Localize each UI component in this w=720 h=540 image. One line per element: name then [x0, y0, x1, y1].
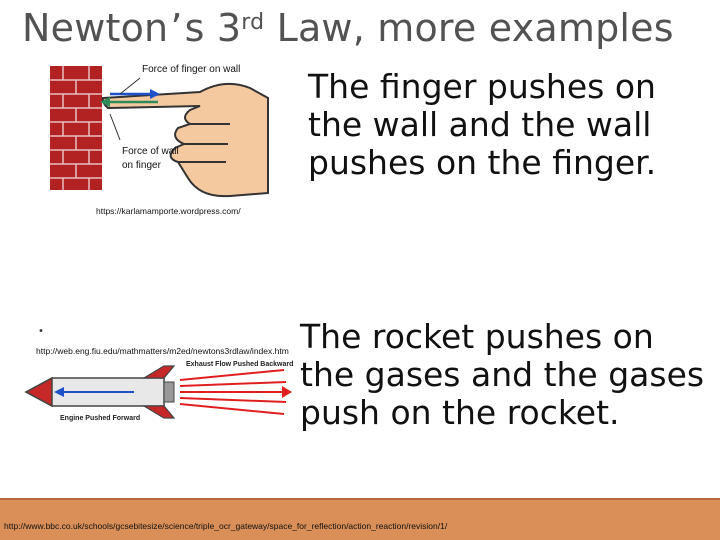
- bullet-dot: •: [38, 326, 44, 337]
- credit-rocket-image: http://web.eng.fiu.edu/mathmatters/m2ed/newtons3rdlaw/index.htm: [36, 346, 289, 356]
- label-force-finger-on-wall: Force of finger on wall: [142, 64, 241, 75]
- hand-drawing: [103, 84, 268, 196]
- rocket-illustration: [24, 356, 296, 436]
- text-line: push on the rocket.: [300, 393, 620, 432]
- label-exhaust-backward: Exhaust Flow Pushed Backward: [186, 361, 294, 368]
- text-block-rocket: [300, 318, 704, 432]
- title-part-s3: s 3: [184, 6, 242, 50]
- footer-bar: [0, 498, 720, 540]
- finger-wall-illustration: [50, 58, 272, 198]
- label-engine-forward: Engine Pushed Forward: [60, 415, 141, 422]
- footer-line: [0, 498, 720, 500]
- title-part-rest: Law, more examples: [264, 6, 674, 50]
- text-line: the gases and the gases: [300, 355, 705, 394]
- slide-title: [22, 6, 674, 50]
- credit-finger-image: https://karlamamporte.wordpress.com/: [96, 206, 241, 216]
- text-line: The finger pushes on: [308, 67, 656, 106]
- title-quote: ’: [170, 6, 183, 50]
- text-block-finger: [308, 68, 656, 182]
- exhaust-arrows: [180, 370, 292, 414]
- brick-wall: [50, 66, 102, 190]
- label-force-wall-on-finger-2: on finger: [122, 160, 161, 171]
- text-line: the wall and the wall: [308, 105, 652, 144]
- force-arrows: [100, 78, 160, 140]
- label-force-wall-on-finger-1: Force of wall: [122, 146, 179, 157]
- title-part-newton: Newton: [22, 6, 169, 50]
- title-superscript: rd: [241, 10, 265, 35]
- credit-bbc-link[interactable]: http://www.bbc.co.uk/schools/gcsebitesize/science/triple_ocr_gateway/space_for_reflection/action_reaction/revision/1/: [4, 521, 448, 531]
- text-line: pushes on the finger.: [308, 143, 657, 182]
- text-line: The rocket pushes on: [300, 317, 654, 356]
